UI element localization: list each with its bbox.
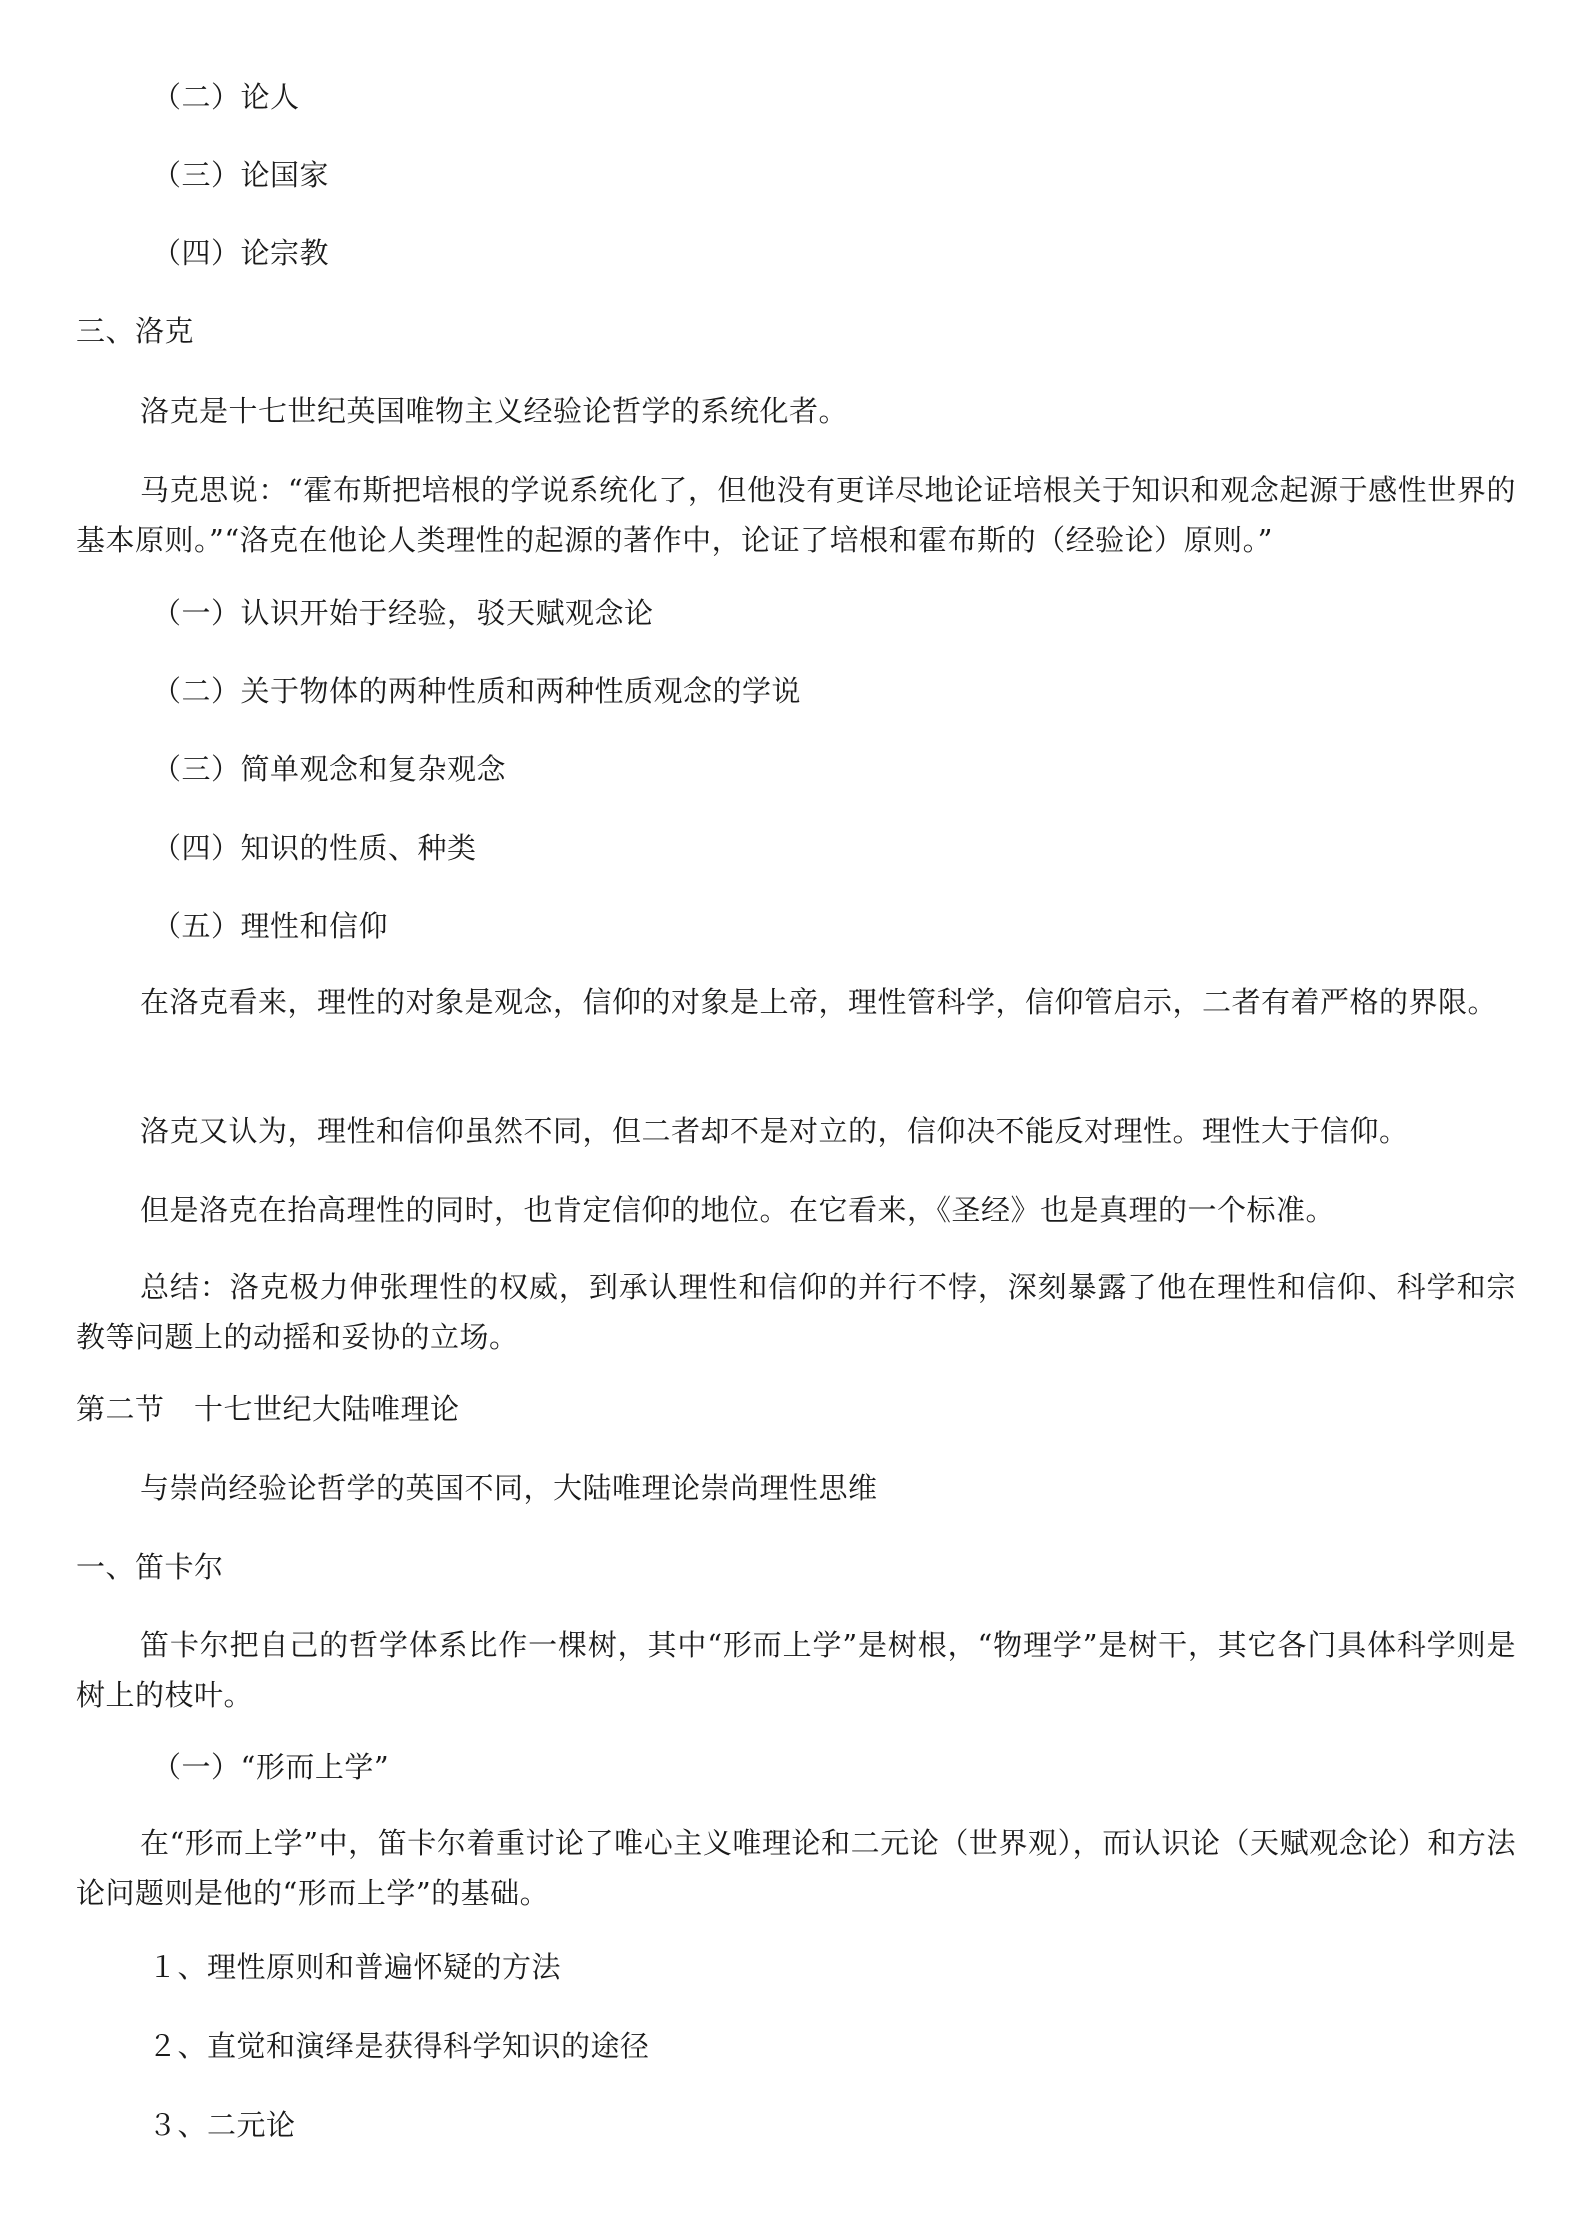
paragraph-locke-intro: 洛克是十七世纪英国唯物主义经验论哲学的系统化者。 bbox=[140, 394, 849, 428]
paragraph-metaphysics: 在“形而上学”中，笛卡尔着重讨论了唯心主义唯理论和二元论（世界观），而认识论（天赋观念论）和方法论问题则是他的“形而上学”的基础。 bbox=[76, 1826, 1516, 1910]
paragraph-philosophy-tree: 笛卡尔把自己的哲学体系比作一棵树，其中“形而上学”是树根，“物理学”是树干，其它各门具体科学则是树上的枝叶。 bbox=[76, 1628, 1516, 1712]
paragraph-bible-standard: 但是洛克在抬高理性的同时，也肯定信仰的地位。在它看来，《圣经》也是真理的一个标准。 bbox=[140, 1193, 1336, 1227]
subheading-locke-1: （一）认识开始于经验，驳天赋观念论 bbox=[152, 596, 654, 630]
subheading-lun-ren: （二）论人 bbox=[152, 80, 300, 114]
section-heading-rationalism: 第二节 十七世纪大陆唯理论 bbox=[76, 1392, 460, 1426]
list-item-1: １、理性原则和普遍怀疑的方法 bbox=[148, 1950, 562, 1984]
paragraph-rationalism-intro: 与崇尚经验论哲学的英国不同，大陆唯理论崇尚理性思维 bbox=[140, 1471, 878, 1505]
section-heading-descartes: 一、笛卡尔 bbox=[76, 1550, 224, 1584]
section-heading-locke: 三、洛克 bbox=[76, 314, 195, 348]
subheading-locke-5: （五）理性和信仰 bbox=[152, 909, 389, 943]
paragraph-reason-greater: 洛克又认为，理性和信仰虽然不同，但二者却不是对立的，信仰决不能反对理性。理性大于信仰。 bbox=[140, 1114, 1409, 1148]
subheading-lun-guojia: （三）论国家 bbox=[152, 158, 330, 192]
list-item-3: ３、二元论 bbox=[148, 2108, 296, 2142]
paragraph-summary: 总结：洛克极力伸张理性的权威，到承认理性和信仰的并行不悖，深刻暴露了他在理性和信仰、科学和宗教等问题上的动摇和妥协的立场。 bbox=[76, 1270, 1516, 1354]
subheading-lun-zongjiao: （四）论宗教 bbox=[152, 236, 330, 270]
paragraph-reason-faith: 在洛克看来，理性的对象是观念，信仰的对象是上帝，理性管科学，信仰管启示，二者有着严格的界限。 bbox=[140, 985, 1498, 1019]
subheading-locke-4: （四）知识的性质、种类 bbox=[152, 831, 477, 865]
subheading-locke-3: （三）简单观念和复杂观念 bbox=[152, 752, 507, 786]
list-item-2: ２、直觉和演绎是获得科学知识的途径 bbox=[148, 2029, 650, 2063]
subheading-metaphysics: （一）“形而上学” bbox=[152, 1750, 390, 1784]
paragraph-marx-quote: 马克思说：“霍布斯把培根的学说系统化了，但他没有更详尽地论证培根关于知识和观念起源于感性世界的基本原则。”“洛克在他论人类理性的起源的著作中，论证了培根和霍布斯的（经验论）原则。” bbox=[76, 473, 1516, 557]
subheading-locke-2: （二）关于物体的两种性质和两种性质观念的学说 bbox=[152, 674, 802, 708]
